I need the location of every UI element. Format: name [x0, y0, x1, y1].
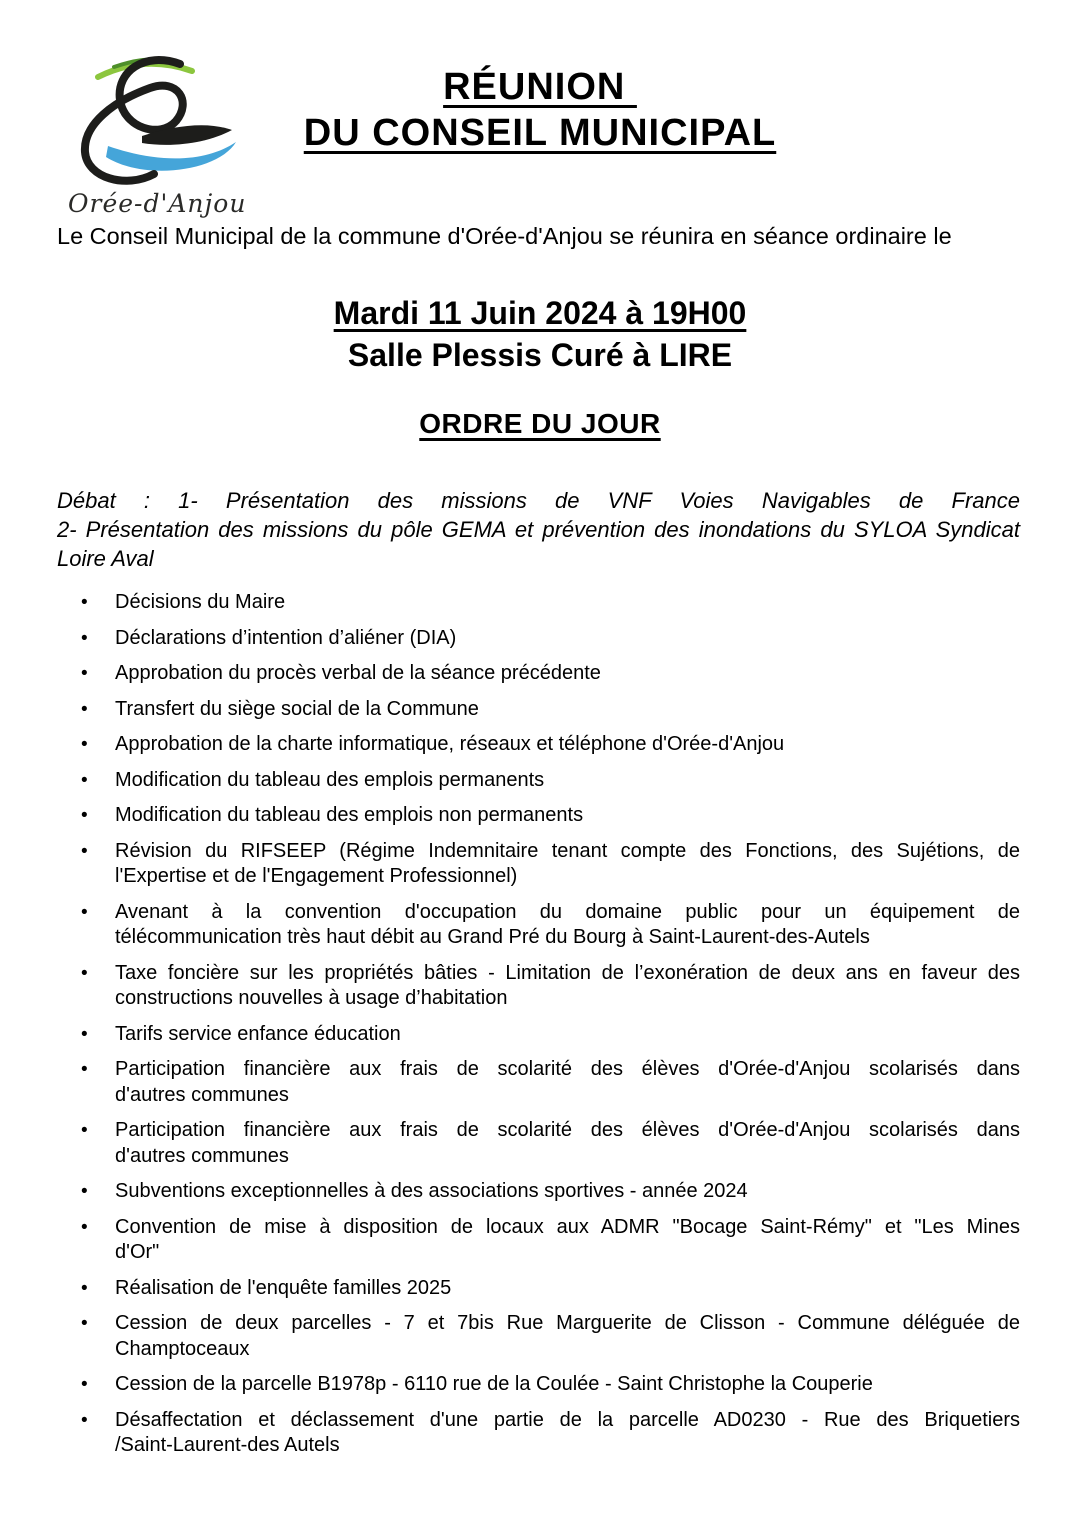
agenda-item-line: • Déclarations d’intention d’aliéner (DIA)	[115, 626, 457, 649]
debate-line: Débat : 1- Présentation des missions de VNF Voies Navigables de France	[57, 488, 1020, 513]
agenda-item-line: • Tarifs service enfance éducation	[115, 1022, 401, 1045]
agenda-list	[57, 590, 1020, 1469]
agenda-item-line: • Approbation de la charte informatique, réseaux et téléphone d'Orée-d'Anjou	[115, 733, 785, 755]
intro-paragraph: Le Conseil Municipal de la commune d'Orée-d'Anjou se réunira en séance ordinaire le	[57, 223, 952, 249]
agenda-item	[57, 768, 1020, 794]
agenda-item-line: • Modification du tableau des emplois permanents	[115, 768, 545, 791]
agenda-item-line: • Taxe foncière sur les propriétés bâties - Limitation de l’exonération de deux ans en faveur des	[115, 961, 1020, 984]
agenda-item-line: • Participation financière aux frais de scolarité des élèves d'Orée-d'Anjou scolarisés dans	[115, 1058, 1020, 1080]
agenda-item-line: • Approbation du procès verbal de la séance précédente	[115, 662, 601, 684]
agenda-item	[57, 803, 1020, 829]
agenda-item-line: • Modification du tableau des emplois non permanents	[115, 804, 584, 826]
agenda-item	[57, 661, 1020, 687]
document-title	[0, 64, 1080, 156]
debate-paragraph	[57, 486, 1020, 573]
agenda-item	[57, 1022, 1020, 1048]
logo-wordmark: Orée-d'Anjou	[68, 189, 247, 218]
agenda-item	[57, 1118, 1020, 1169]
title-line-1: RÉUNION	[443, 66, 637, 108]
agenda-item-line: • Révision du RIFSEEP (Régime Indemnitaire tenant compte des Fonctions, des Sujétions, de	[115, 839, 1020, 862]
agenda-item-line: • Transfert du siège social de la Commune	[115, 697, 479, 720]
agenda-item	[57, 961, 1020, 1012]
agenda-item	[57, 1276, 1020, 1302]
agenda-item-line: télécommunication très haut débit au Grand Pré du Bourg à Saint-Laurent-des-Autels	[115, 926, 870, 948]
agenda-item	[57, 1057, 1020, 1108]
agenda-item-line: • Participation financière aux frais de scolarité des élèves d'Orée-d'Anjou scolarisés dans	[115, 1119, 1020, 1141]
agenda-item-line: d'autres communes	[115, 1144, 289, 1167]
agenda-item	[57, 839, 1020, 890]
agenda-item	[57, 732, 1020, 758]
agenda-item-line: d'Or"	[115, 1241, 160, 1263]
agenda-item-line: • Désaffectation et déclassement d'une partie de la parcelle AD0230 - Rue des Briquetiers	[115, 1408, 1020, 1431]
debate-line: Loire Aval	[57, 546, 154, 571]
agenda-item	[57, 900, 1020, 951]
agenda-item-line: • Subventions exceptionnelles à des associations sportives - année 2024	[115, 1180, 748, 1202]
agenda-item	[57, 1179, 1020, 1205]
agenda-item-line: • Avenant à la convention d'occupation du domaine public pour un équipement de	[115, 900, 1020, 923]
agenda-item-line: /Saint-Laurent-des Autels	[115, 1434, 340, 1456]
agenda-item-line: Champtoceaux	[115, 1337, 250, 1360]
agenda-item	[57, 1408, 1020, 1459]
agenda-item-line: • Réalisation de l'enquête familles 2025	[115, 1276, 452, 1299]
meeting-datetime: Mardi 11 Juin 2024 à 19H00	[333, 295, 747, 331]
agenda-item-line: • Décisions du Maire	[115, 591, 286, 613]
title-line-2: DU CONSEIL MUNICIPAL	[303, 112, 777, 154]
agenda-item-line: d'autres communes	[115, 1083, 289, 1106]
agenda-item-line: constructions nouvelles à usage d’habitation	[115, 987, 508, 1009]
agenda-item	[57, 626, 1020, 652]
agenda-item-line: • Cession de la parcelle B1978p - 6110 rue de la Coulée - Saint Christophe la Couperie	[115, 1373, 873, 1395]
agenda-item	[57, 1215, 1020, 1266]
agenda-item	[57, 1372, 1020, 1398]
agenda-item	[57, 590, 1020, 616]
agenda-heading: ORDRE DU JOUR	[419, 408, 661, 439]
agenda-item-line: • Convention de mise à disposition de locaux aux ADMR "Bocage Saint-Rémy" et "Les Mines	[115, 1215, 1020, 1238]
meeting-details	[0, 292, 1080, 376]
agenda-item	[57, 1311, 1020, 1362]
meeting-location: Salle Plessis Curé à LIRE	[347, 337, 733, 373]
agenda-item-line: l'Expertise et de l'Engagement Professionnel)	[115, 865, 518, 887]
debate-line: 2- Présentation des missions du pôle GEMA et prévention des inondations du SYLOA Syndicat	[57, 517, 1020, 542]
agenda-item	[57, 697, 1020, 723]
agenda-item-line: • Cession de deux parcelles - 7 et 7bis Rue Marguerite de Clisson - Commune déléguée de	[115, 1312, 1020, 1334]
